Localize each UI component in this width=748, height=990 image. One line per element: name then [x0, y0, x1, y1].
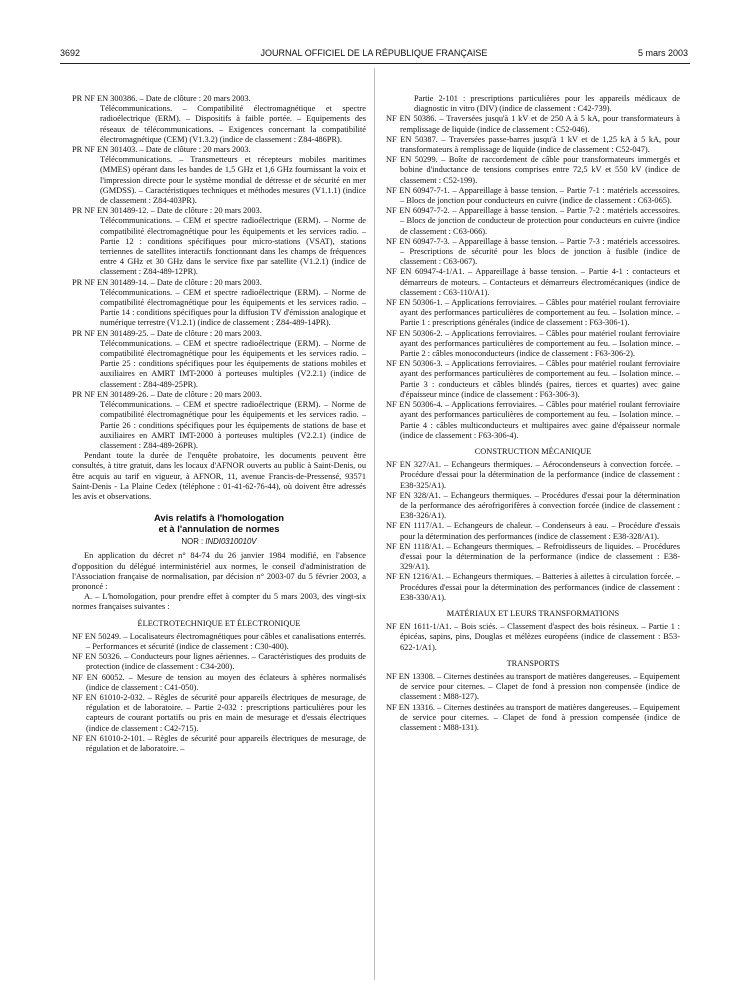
- header-rule: [60, 63, 690, 64]
- norm-entry: NF EN 1117/A1. – Echangeurs de chaleur. – Condenseurs à eau. – Procédure d'essais pour la détermination des performances (indice de classement : E38-328/A1).: [386, 521, 680, 541]
- norm-entry: NF EN 61010-2-032. – Règles de sécurité pour appareils électriques de mesurage, de régulation et de laboratoire. – Partie 2-032 : prescriptions particulières pour les capteurs de courant portatifs ou pris en main de mesurage et d'essais électriques (indice de classement : C42-715).: [72, 692, 366, 733]
- norm-entry-continued: Partie 2-101 : prescriptions particulières pour les appareils médicaux de diagnostic in vitro (DIV) (indice de classement : C42-739).: [414, 94, 680, 114]
- norm-entry: NF EN 13316. – Citernes destinées au transport de matières dangereuses. – Equipement de service pour citernes. – Clapet de fond à pression compensée (indice de classement : M88-131).: [386, 702, 680, 732]
- norm-entry: NF EN 50306-3. – Applications ferroviaires. – Câbles pour matériel roulant ferroviaire ayant des performances particulières de comportement au feu. – Isolation mince. – Partie 3 : conducteurs et câbles blindés (paires, tierces et quartes) avec gaine d'épaisseur mince (indice de classement : F63-306-3).: [386, 359, 680, 399]
- norm-entry: NF EN 50386. – Traversées jusqu'à 1 kV et de 250 A à 5 kA, pour transformateurs à remplissage de liquide (indice de classement : C52-046).: [386, 114, 680, 134]
- norm-entry: NF EN 60947-7-1. – Appareillage à basse tension. – Partie 7-1 : matériels accessoires. – Blocs de jonction pour conducteurs en cuivre (indice de classement : C63-065).: [386, 185, 680, 206]
- norm-entry: NF EN 13308. – Citernes destinées au transport de matières dangereuses. – Equipement de service pour citernes. – Clapet de fond à pression non compensée (indice de classement : M88-127).: [386, 671, 680, 702]
- norm-entry: NF EN 327/A1. – Echangeurs thermiques. – Aérocondenseurs à convection forcée. – Procédure d'essai pour la détermination de la performance (indice de classement : E38-325/A1).: [386, 460, 680, 490]
- entry-heading: PR NF EN 301489-25. – Date de clôture : 20 mars 2003.: [72, 328, 262, 338]
- norm-entry: NF EN 50306-2. – Applications ferroviaires. – Câbles pour matériel roulant ferroviaire ayant des performances particulières de comportement au feu. – Isolation mince. – Partie 2 : câbles monoconducteurs (indice de classement : F63-306-2).: [386, 328, 680, 359]
- section-materiaux: MATÉRIAUX ET LEURS TRANSFORMATIONS: [446, 608, 620, 618]
- nor-reference: [72, 537, 366, 547]
- norm-entry: NF EN 50306-1. – Applications ferroviaires. – Câbles pour matériel roulant ferroviaire ayant des performances particulières de comportement au feu. – Isolation mince. – Partie 1 : prescriptions générales (indice de classement : F63-306-1).: [386, 298, 680, 328]
- entry-body: Télécommunications. – CEM et spectre radioélectrique (ERM). – Norme de compatibilité électromagnétique pour les équipements et les services radio. – Partie 25 : conditions spécifiques pour les équipements de stations mobiles et auxiliaires en AMRT IMT-2000 à porteuses multiples (V2.2.1) (indice de classement : Z84-489-25PR).: [100, 338, 366, 389]
- norm-entry: NF EN 50306-4. – Applications ferroviaires. – Câbles pour matériel roulant ferroviaire ayant des performances particulières de comportement au feu. – Isolation mince. – Partie 4 : câbles multiconducteurs et multipaires avec gaine d'épaisseur normale (indice de classement : F63-306-4).: [386, 400, 680, 440]
- norm-entry: NF EN 60052. – Mesure de tension au moyen des éclateurs à sphères normalisés (indice de classement : C41-050).: [72, 672, 366, 692]
- entry-heading: PR NF EN 301489-26. – Date de clôture : 20 mars 2003.: [72, 389, 262, 399]
- norm-entry: NF EN 60947-7-3. – Appareillage à basse tension. – Partie 7-3 : matériels accessoires. – Prescriptions de sécurité pour les blocs de jonction à fusible (indice de classement : C63-067).: [386, 236, 680, 267]
- notice-paragraph: En application du décret n° 84-74 du 26 janvier 1984 modifié, en l'absence d'opposition du délégué interministériel aux normes, le conseil d'administration de l'Association française de normalisation, par décision n° 2003-07 du 5 février 2003, a prononcé :: [72, 551, 366, 591]
- entry-body: Télécommunications. – CEM et spectre radioélectrique (ERM). – Norme de compatibilité électromagnétique pour les équipements et les services radio. – Partie 12 : conditions spécifiques pour micro-stations (VSAT), stations terriennes de satellites interactifs fonctionnant dans les champs de fréquences entre 4 GHz et 30 GHz dans le service fixe par satellite (V1.2.1) (indice de classement : Z84-489-12PR).: [100, 216, 366, 277]
- section-electrotechnique: ÉLECTROTECHNIQUE ET ÉLECTRONIQUE: [137, 618, 301, 628]
- norm-entry: NF EN 60947-7-2. – Appareillage à basse tension. – Partie 7-2 : matériels accessoires. – Blocs de jonction de conducteur de protection pour conducteurs en cuivre (indice de classement : C63-066).: [386, 206, 680, 236]
- inquiry-paragraph: Pendant toute la durée de l'enquête probatoire, les documents peuvent être consultés, à titre gratuit, dans les locaux d'AFNOR ouverts au public à Saint-Denis, ou être acquis au tarif en vigueur, à AFNOR, 11, avenue Francis-de-Pressensé, 93571 Saint-Denis - La Plaine Cedex (téléphone : 01-41-62-76-44), où doivent être adressés les avis et observations.: [72, 451, 366, 501]
- nor-code: INDI0310010V: [205, 537, 257, 547]
- notice-title-line1: Avis relatifs à l'homologation: [153, 512, 285, 524]
- section-transports: TRANSPORTS: [506, 658, 560, 668]
- issue-date: 5 mars 2003: [637, 48, 688, 58]
- column-divider: [374, 68, 375, 980]
- norm-entry: NF EN 50387. – Traversées passe-barres jusqu'à 1 kV et de 1,25 kA à 5 kA, pour transformateurs à remplissage de liquide (indice de classement : C52-047).: [386, 134, 680, 155]
- norm-entry: NF EN 61010-2-101. – Règles de sécurité pour appareils électriques de mesurage, de régulation et de laboratoire. –: [72, 733, 366, 753]
- entry-heading: PR NF EN 301489-12. – Date de clôture : 20 mars 2003.: [72, 206, 262, 216]
- norm-entry: NF EN 1611-1/A1. – Bois sciés. – Classement d'aspect des bois résineux. – Partie 1 : épicéas, sapins, pins, Douglas et mélèzes européens (indice de classement : B53-622-1/A1).: [386, 622, 680, 652]
- norm-entry: NF EN 50326. – Conducteurs pour lignes aériennes. – Caractéristiques des produits de protection (indice de classement : C34-200).: [72, 652, 366, 672]
- entry-body: Télécommunications. – CEM et spectre radioélectrique (ERM). – Norme de compatibilité électromagnétique pour les équipements et les services radio. – Partie 14 : conditions spécifiques pour la diffusion TV d'émission analogique et numérique terrestre (V1.2.1) (indice de classement : Z84-489-14PR).: [100, 287, 366, 328]
- right-column: [386, 94, 680, 733]
- notice-title: [72, 512, 366, 534]
- section-construction-mecanique: CONSTRUCTION MÉCANIQUE: [474, 446, 592, 456]
- notice-item-a: A. – L'homologation, pour prendre effet à compter du 5 mars 2003, des vingt-six normes françaises suivantes :: [72, 592, 366, 612]
- nor-label: NOR :: [181, 537, 204, 547]
- page-header: [60, 48, 688, 62]
- entry-heading: PR NF EN 301403. – Date de clôture : 20 mars 2003.: [72, 145, 251, 155]
- entry-body: Télécommunications. – Transmetteurs et récepteurs mobiles maritimes (MMES) opérant dans les bandes de 1,5 GHz et 1,6 GHz fournissant la voix et l'impression directe pour le système mondial de détresse et de sécurité en mer (GMDSS). – Caractéristiques techniques et méthodes mesures (V1.1.1) (indice de classement : Z84-403PR).: [100, 155, 366, 206]
- page-number: 3692: [60, 48, 81, 58]
- entry-heading: PR NF EN 300386. – Date de clôture : 20 mars 2003.: [72, 94, 251, 103]
- left-column: [72, 94, 366, 754]
- entry-heading: PR NF EN 301489-14. – Date de clôture : 20 mars 2003.: [72, 277, 262, 287]
- norm-entry: NF EN 1216/A1. – Echangeurs thermiques. – Batteries à ailettes à circulation forcée. – Procédures d'essai pour la détermination des performances (indice de classement : E38-330/A1).: [386, 572, 680, 602]
- entry-body: Télécommunications. – CEM et spectre radioélectrique (ERM). – Norme de compatibilité électromagnétique pour les équipements et les services radio. – Partie 26 : conditions spécifiques pour les équipements de stations de base et auxiliaires en AMRT IMT-2000 à porteuses multiples (V2.2.1) (indice de classement : Z84-489-26PR).: [100, 400, 366, 450]
- norm-entry: NF EN 60947-4-1/A1. – Appareillage à basse tension. – Partie 4-1 : contacteurs et démarreurs de moteurs. – Contacteurs et démarreurs électromécaniques (indice de classement : C63-110/A1).: [386, 267, 680, 297]
- norm-entry: NF EN 50249. – Localisateurs électromagnétiques pour câbles et canalisations enterrés. – Performances et sécurité (indice de classement : C30-400).: [72, 631, 366, 651]
- journal-title: JOURNAL OFFICIEL DE LA RÉPUBLIQUE FRANÇAISE: [260, 48, 488, 58]
- notice-title-line2: et à l'annulation de normes: [158, 523, 280, 535]
- entry-body: Télécommunications. – Compatibilité électromagnétique et spectre radioélectrique (ERM). – Dispositifs à faible portée. – Equipements des réseaux de télécommunications. – Exigences concernant la compatibilité électromagnétique (CEM) (V1.3.2) (indice de classement : Z84-486PR).: [100, 104, 366, 144]
- norm-entry: NF EN 328/A1. – Echangeurs thermiques. – Procédures d'essai pour la détermination de la performance des aérofrigorifères à convection forcée (indice de classement : E38-326/A1).: [386, 490, 680, 521]
- norm-entry: NF EN 1118/A1. – Echangeurs thermiques. – Refroidisseurs de liquides. – Procédures d'essai pour la détermination de la performance (indice de classement : E38-329/A1).: [386, 541, 680, 572]
- norm-entry: NF EN 50299. – Boîte de raccordement de câble pour transformateurs immergés et bobine d'inductance de tensions comprises entre 72,5 kV et 550 kV (indice de classement : C52-199).: [386, 155, 680, 185]
